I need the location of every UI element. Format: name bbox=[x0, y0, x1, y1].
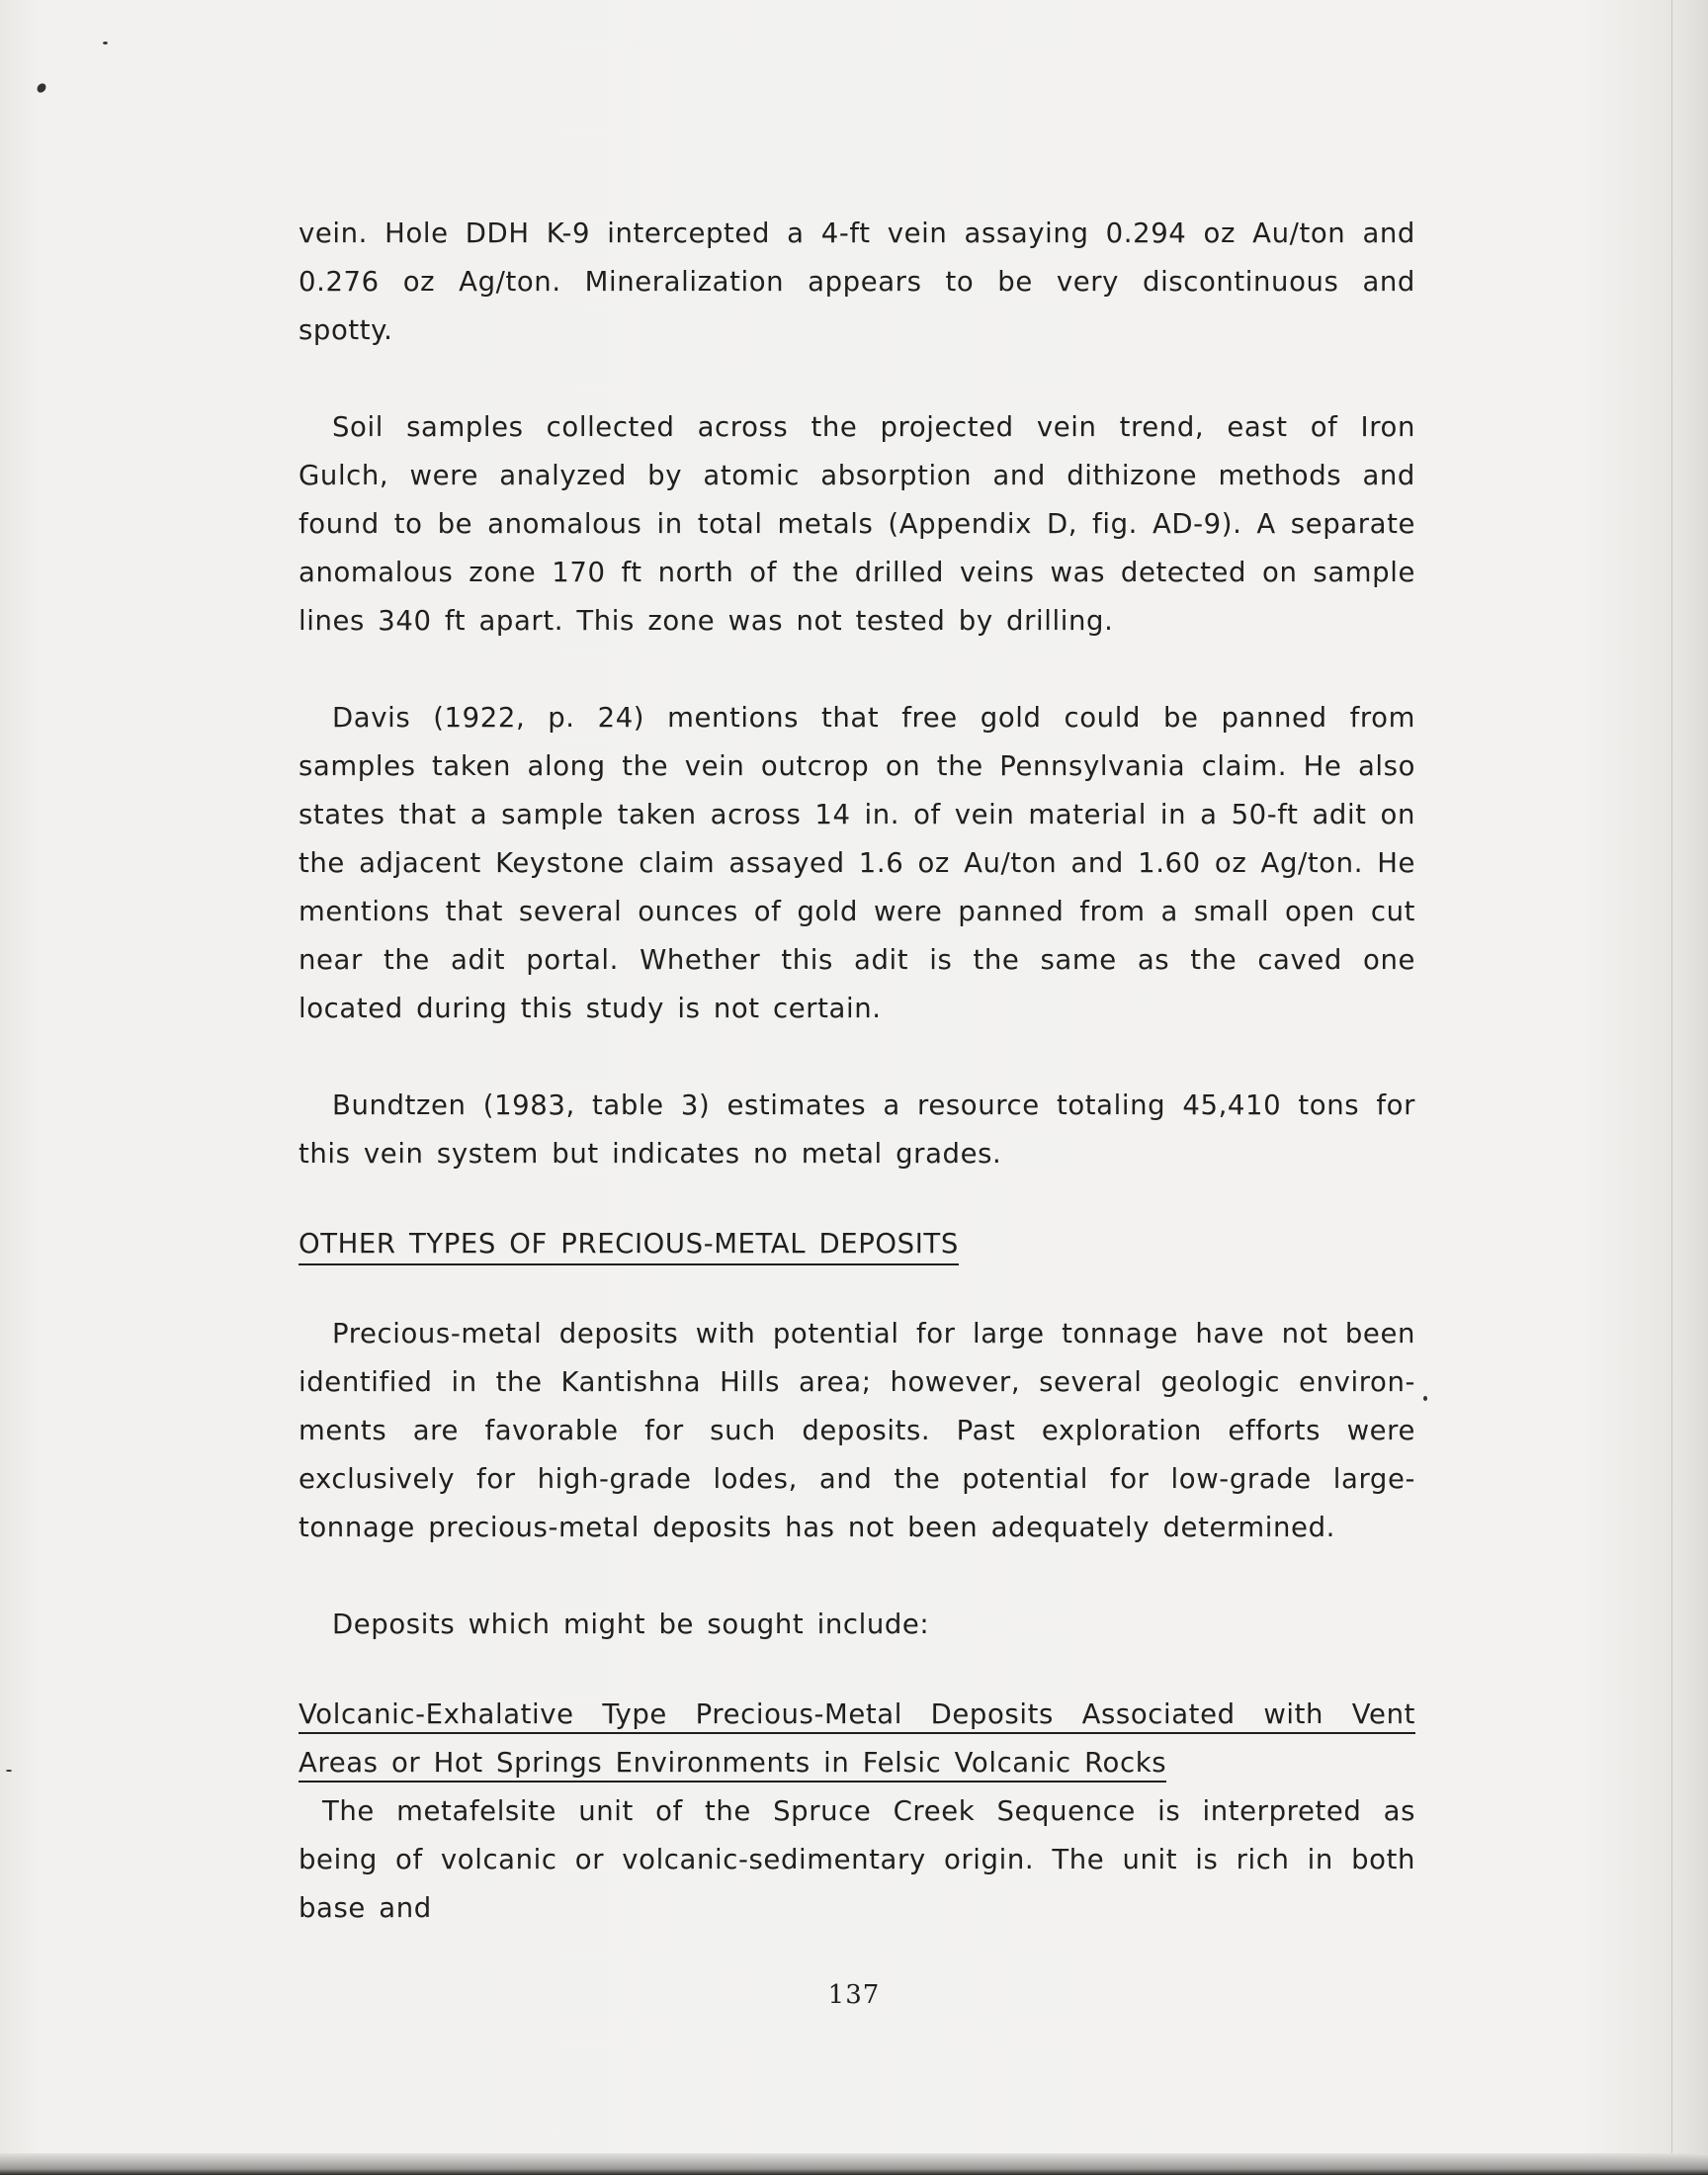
paragraph-vein-assay: vein. Hole DDH K-9 intercepted a 4-ft vein assaying 0.294 oz Au/ton and 0.276 oz Ag/ton. Mineralization appears to be very discontinuous and spotty. bbox=[299, 218, 1415, 346]
paragraph-metafelsite: The metafelsite unit of the Spruce Creek Sequence is interpreted as being of volcanic or volcanic-sedimentary origin. The unit is rich in both base and bbox=[299, 1795, 1415, 1924]
paragraph-deposits-sought: Deposits which might be sought include: bbox=[332, 1609, 930, 1640]
subheading-volcanic-exhalative bbox=[299, 1691, 1415, 1787]
paragraph-soil-samples: Soil samples collected across the projected vein trend, east of Iron Gulch, were analyzed by atomic absorption and dithizone methods and found to be anomalous in total metals (Appendix D, fig. AD-9). A separate anomalous zone 170 ft north of the drilled veins was detected on sample lines 340 ft apart. This zone was not tested by drilling. bbox=[299, 411, 1415, 637]
subheading-line-1: Volcanic-Exhalative Type Precious-Metal Deposits Associated with Vent bbox=[299, 1698, 1415, 1734]
scan-speck bbox=[103, 42, 108, 44]
subheading-line-2: Areas or Hot Springs Environments in Felsic Volcanic Rocks bbox=[299, 1747, 1166, 1783]
scan-speck bbox=[36, 82, 48, 95]
scan-speck bbox=[1423, 1396, 1427, 1401]
page-number: 137 bbox=[827, 1980, 881, 2010]
section-heading: OTHER TYPES OF PRECIOUS-METAL DEPOSITS bbox=[299, 1225, 959, 1265]
paragraph-davis: Davis (1922, p. 24) mentions that free gold could be panned from samples taken along the vein outcrop on the Pennsylvania claim. He also states that a sample taken across 14 in. of vein material in a 50-ft adit on the adjacent Keystone claim assayed 1.6 oz Au/ton and 1.60 oz Ag/ton. He mentions that several ounces of gold were panned from a small open cut near the adit portal. Whether this adit is the same as the caved one located during this study is not certain. bbox=[299, 702, 1415, 1024]
scan-speck bbox=[6, 1770, 12, 1772]
page-bottom-shadow bbox=[0, 2153, 1708, 2175]
document-body bbox=[299, 210, 1415, 1933]
paragraph-bundtzen: Bundtzen (1983, table 3) estimates a resource totaling 45,410 tons for this vein system but indicates no metal grades. bbox=[299, 1089, 1415, 1170]
page-edge-shadow bbox=[1671, 0, 1672, 2175]
paragraph-precious-metal-deposits: Precious-metal deposits with potential for large tonnage have not been identified in the Kantishna Hills area; however, several geologic environ-ments are favorable for such deposits. Past exploration efforts were exclusively for high-grade lodes, and the potential for low-grade large-tonnage precious-metal deposits has not been adequately determined. bbox=[299, 1318, 1415, 1543]
